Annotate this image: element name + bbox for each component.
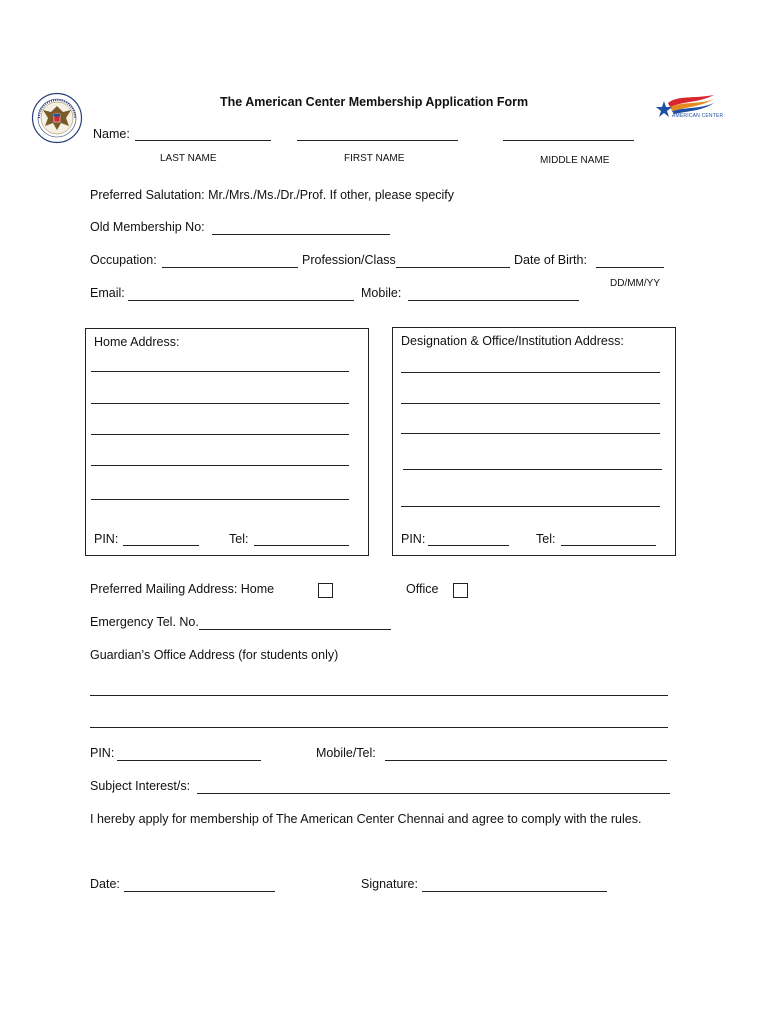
mobile-field[interactable] [408,300,579,301]
guardian-pin-label: PIN: [90,746,115,760]
office-tel-field[interactable] [561,545,656,546]
office-address-line[interactable] [401,433,660,434]
profession-field[interactable] [396,267,510,268]
salutation-label: Preferred Salutation: Mr./Mrs./Ms./Dr./Prof. If other, please specify [90,188,455,202]
home-pin-field[interactable] [123,545,199,546]
office-tel-label: Tel: [536,532,556,546]
home-address-line[interactable] [91,434,349,435]
home-tel-field[interactable] [254,545,349,546]
first-name-field[interactable] [297,140,458,141]
mailing-office-checkbox[interactable] [453,583,468,598]
occupation-field[interactable] [162,267,298,268]
embassy-seal-icon [31,92,83,144]
guardian-mobile-field[interactable] [385,760,667,761]
home-address-line[interactable] [91,499,349,500]
date-field[interactable] [124,891,275,892]
email-field[interactable] [128,300,354,301]
email-label: Email: [90,286,125,300]
home-address-line[interactable] [91,465,349,466]
home-address-title: Home Address: [94,335,180,349]
middle-name-caption: MIDDLE NAME [540,155,610,166]
old-membership-field[interactable] [212,234,390,235]
date-label: Date: [90,877,120,891]
guardian-mobile-label: Mobile/Tel: [316,746,376,760]
office-address-title: Designation & Office/Institution Address: [401,334,624,348]
name-label: Name: [93,127,130,141]
mailing-home-checkbox[interactable] [318,583,333,598]
mobile-label: Mobile: [361,286,402,300]
old-membership-label: Old Membership No: [90,220,205,234]
occupation-label: Occupation: [90,253,157,267]
dob-format-caption: DD/MM/YY [610,278,660,289]
guardian-pin-field[interactable] [117,760,261,761]
home-address-line[interactable] [91,403,349,404]
office-pin-label: PIN: [401,532,426,546]
office-address-box [392,327,676,556]
middle-name-field[interactable] [503,140,634,141]
office-address-line[interactable] [401,372,660,373]
subject-label: Subject Interest/s: [90,779,191,793]
emergency-field[interactable] [199,629,391,630]
guardian-label: Guardian’s Office Address (for students only) [90,648,339,662]
mailing-office-label: Office [406,582,439,596]
declaration-text: I hereby apply for membership of The American Center Chennai and agree to comply with the rules. [90,812,642,826]
first-name-caption: FIRST NAME [344,153,405,164]
subject-field[interactable] [197,793,670,794]
last-name-caption: LAST NAME [160,153,217,164]
mailing-label: Preferred Mailing Address: Home [90,582,275,596]
guardian-address-line[interactable] [90,695,668,696]
logo-text: AMERICAN CENTER [672,113,724,119]
home-tel-label: Tel: [229,532,249,546]
office-address-line[interactable] [401,403,660,404]
office-pin-field[interactable] [428,545,509,546]
home-address-line[interactable] [91,371,349,372]
dob-label: Date of Birth: [514,253,587,267]
profession-label: Profession/Class [302,253,396,267]
office-address-line[interactable] [403,469,662,470]
emergency-label: Emergency Tel. No. [90,615,199,629]
home-address-box [85,328,369,556]
last-name-field[interactable] [135,140,271,141]
home-pin-label: PIN: [94,532,119,546]
dob-field[interactable] [596,267,664,268]
signature-label: Signature: [361,877,418,891]
signature-field[interactable] [422,891,607,892]
form-title: The American Center Membership Application Form [220,95,529,109]
office-address-line[interactable] [401,506,660,507]
guardian-address-line[interactable] [90,727,668,728]
